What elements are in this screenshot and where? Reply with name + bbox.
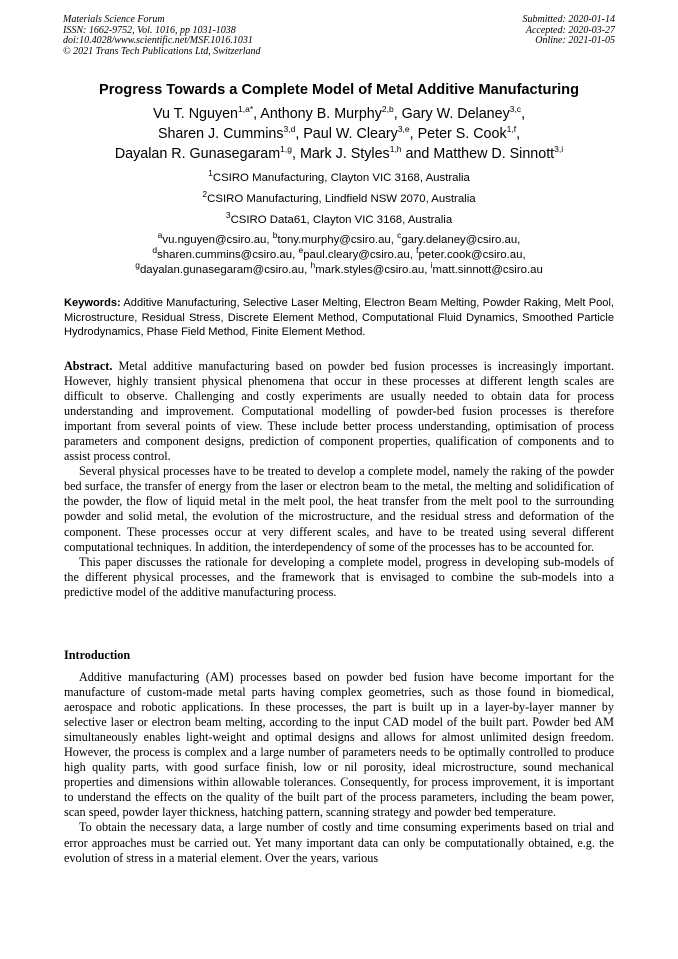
introduction-paragraph: Additive manufacturing (AM) processes based on powder bed fusion have become important for the manufacture of custom-made metal parts having complex geometries, such as those found in biomedical, aerospace and robotic applications. In these processes, the part is built up in a layer-by-layer manner by selective laser or electron beam melting, according to the input CAD model of the built part. Powder bed AM simultaneously enables light-weight and optimal designs and allows for almost unlimited design freedom. However, the process is complex and a large number of parameters needs to be optimally controlled to produce high quality parts, with good surface finish, low or nil porosity, ideal microstructure, sound mechanical properties and dimensions within allowable tolerances. Consequently, for process improvement, it is important to understand the effects on the quality of the built part of the process parameters, including the beam power, scan speed, powder layer thickness, hatching pattern, scanning strategy and powder bed temperature. xyxy=(64,670,614,820)
abstract-section xyxy=(64,359,614,600)
author-line-2: Sharen J. Cummins$^{3,d}$, Paul W. Cleary$^{3,e}$, Peter S. Cook$^{1,f}$, xyxy=(157,124,521,142)
author-list xyxy=(0,104,678,164)
abstract-paragraph: This paper discusses the rationale for developing a complete model, progress in developing sub-models of the different physical processes, and the framework that is envisaged to combine the sub-models into a predictive model of the additive manufacturing process. xyxy=(64,554,614,599)
email-link[interactable]: tony.murphy@csiro.au xyxy=(277,234,391,246)
email-list xyxy=(0,230,678,277)
author-affiliation-mark: 1,a* xyxy=(238,104,254,115)
keywords-block xyxy=(64,296,614,340)
affiliation-text: CSIRO Manufacturing, Lindfield NSW 2070, Australia xyxy=(207,193,476,205)
author-name: Anthony B. Murphy xyxy=(260,106,382,122)
author-affiliation-mark: 3,i xyxy=(554,144,564,155)
journal-header xyxy=(63,15,261,57)
doi-line: doi:10.4028/www.scientific.net/MSF.1016.1031 xyxy=(63,35,253,47)
affiliation-text: CSIRO Data61, Clayton VIC 3168, Australia xyxy=(230,214,453,226)
introduction-paragraph: To obtain the necessary data, a large number of costly and time consuming experiments based on trial and error approaches must be carried out. Yet many important data can only be computationally obtained, e.g. the evolution of stress in a material element. Over the years, various xyxy=(64,820,614,865)
author-name: Matthew D. Sinnott xyxy=(433,146,555,162)
paper-title: Progress Towards a Complete Model of Metal Additive Manufacturing xyxy=(98,82,580,98)
abstract-paragraph: Abstract. Metal additive manufacturing based on powder bed fusion processes is increasingly important. However, highly transient physical phenomena that occur in these processes at different length scales are difficult to observe. Challenging and costly experiments are usually needed to obtain data for process understanding and improvement. Computational modelling of powder-bed fusion processes is therefore important from several points of view. These include better process understanding, optimisation of process parameters and component designs, prediction of component properties, qualification of components and to assist process control. xyxy=(64,359,614,464)
affiliation-number: 1 xyxy=(208,168,213,179)
dates-header xyxy=(523,15,616,47)
affiliation-list xyxy=(0,168,678,231)
author-affiliation-mark: 3,d xyxy=(283,124,296,135)
affiliation-number: 2 xyxy=(202,189,208,200)
email-link[interactable]: mark.styles@csiro.au xyxy=(315,263,425,276)
section-heading-introduction: Introduction xyxy=(64,648,131,662)
keywords-label: Keywords: xyxy=(64,297,121,309)
author-name: Gary W. Delaney xyxy=(401,106,510,122)
email-link[interactable]: dayalan.gunasegaram@csiro.au xyxy=(139,263,305,276)
author-affiliation-mark: 2,b xyxy=(381,104,394,115)
affiliation xyxy=(0,189,678,210)
online-date: Online: 2021-01-05 xyxy=(535,35,615,47)
author-affiliation-mark: 3,e xyxy=(397,124,410,135)
introduction-section xyxy=(64,670,614,866)
author-name: Paul W. Cleary xyxy=(303,126,398,142)
author-name: Mark J. Styles xyxy=(299,146,390,162)
affiliation xyxy=(0,210,678,231)
author-name: Sharen J. Cummins xyxy=(157,126,284,142)
affiliation xyxy=(0,168,678,189)
keywords-text: Additive Manufacturing, Selective Laser Melting, Electron Beam Melting, Powder Raking, Melt Pool, Microstructure, Residual Stress, Discrete Element Method, Computational Fluid Dynamics, Smoothed Particle Hydrodynamics, Phase Field Method, Finite Element Method. xyxy=(64,297,614,339)
affiliation-number: 3 xyxy=(225,210,231,221)
email-line-1: $^a$vu.nguyen@csiro.au, $^b$tony.murphy@csiro.au, $^c$gary.delaney@csiro.au, xyxy=(157,230,521,246)
email-link[interactable]: matt.sinnott@csiro.au xyxy=(432,263,543,276)
email-link[interactable]: sharen.cummins@csiro.au xyxy=(157,248,293,261)
author-affiliation-mark: 3,c xyxy=(509,104,522,115)
issn-line: ISSN: 1662-9752, Vol. 1016, pp 1031-1038 xyxy=(63,24,236,36)
abstract-label: Abstract. xyxy=(64,359,113,373)
author-name: Vu T. Nguyen xyxy=(152,106,238,122)
email-line-2: $^d$sharen.cummins@csiro.au, $^e$paul.cleary@csiro.au, $^f$peter.cook@csiro.au, xyxy=(152,245,526,261)
author-affiliation-mark: 1,g xyxy=(280,144,292,155)
author-name: Dayalan R. Gunasegaram xyxy=(114,146,281,162)
journal-name: Materials Science Forum xyxy=(63,14,165,25)
email-link[interactable]: vu.nguyen@csiro.au xyxy=(162,234,267,246)
copyright-line: © 2021 Trans Tech Publications Ltd, Switzerland xyxy=(63,45,261,57)
author-line-3: Dayalan R. Gunasegaram$^{1,g}$, Mark J. Styles$^{1,h}$ and Matthew D. Sinnott$^{3,i}$ xyxy=(114,144,564,162)
abstract-paragraph: Several physical processes have to be treated to develop a complete model, namely the raking of the powder bed surface, the transfer of energy from the laser or electron beam to the metal, the melting and solidification of the powder, the flow of liquid metal in the melt pool, the heat transfer from the melt pool to the surrounding powder and solid metal, the evolution of the microstructure, and the residual stress and deformation of the component. These processes occur at very different scales, and have to be treated using several different computational techniques. In addition, the interdependency of some of the processes has to be accounted for. xyxy=(64,464,614,554)
email-link[interactable]: gary.delaney@csiro.au xyxy=(401,234,518,246)
email-link[interactable]: peter.cook@csiro.au xyxy=(418,248,523,261)
author-name: Peter S. Cook xyxy=(417,126,507,142)
email-link[interactable]: paul.cleary@csiro.au xyxy=(303,248,410,261)
email-line-3: $^g$dayalan.gunasegaram@csiro.au, $^h$mark.styles@csiro.au, $^i$matt.sinnott@csiro.au xyxy=(135,259,543,276)
accepted-date: Accepted: 2020-03-27 xyxy=(525,24,615,36)
affiliation-text: CSIRO Manufacturing, Clayton VIC 3168, Australia xyxy=(212,172,470,184)
author-affiliation-mark: 1,f xyxy=(506,124,517,135)
author-line-1: Vu T. Nguyen$^{1,a*}$, Anthony B. Murphy$^{2,b}$, Gary W. Delaney$^{3,c}$, xyxy=(152,104,526,122)
submitted-date: Submitted: 2020-01-14 xyxy=(522,14,615,25)
author-affiliation-mark: 1,h xyxy=(389,144,402,155)
